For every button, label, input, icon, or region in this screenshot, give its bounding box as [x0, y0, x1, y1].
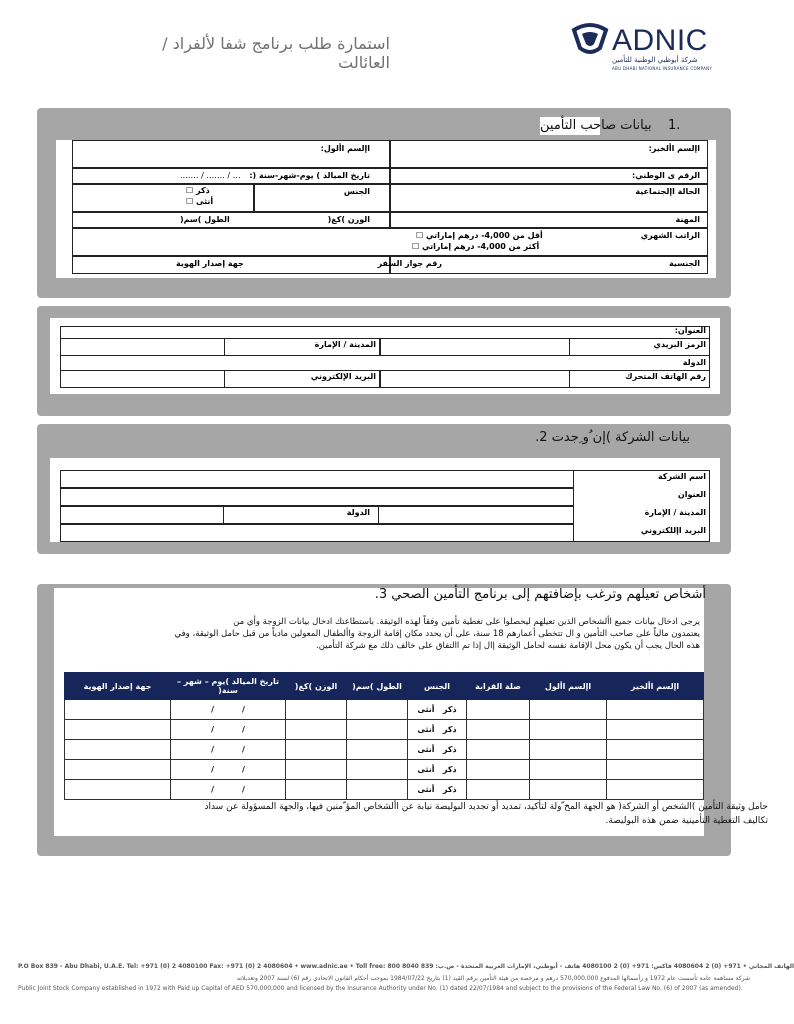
- col-issuer: جهة إصدار الهوية: [65, 673, 171, 700]
- dependent-cell[interactable]: [286, 700, 347, 720]
- company-address-field[interactable]: [60, 488, 574, 506]
- company-city-field[interactable]: [378, 506, 574, 524]
- dependent-cell[interactable]: [286, 720, 347, 740]
- dependent-cell[interactable]: [530, 700, 607, 720]
- gender-female-text: أنثى: [417, 725, 435, 734]
- gender-male-text: ذكر: [442, 785, 457, 794]
- gender-female-text: أنثى: [417, 785, 435, 794]
- section1-number: .1: [668, 118, 681, 133]
- dob-cell[interactable]: [171, 780, 286, 800]
- dob-slash: /: [242, 745, 245, 754]
- gender-cell[interactable]: [408, 740, 467, 760]
- col-gender: الجنس: [408, 673, 467, 700]
- logo-wordmark: ADNIC: [612, 24, 708, 57]
- salary-low-option[interactable]: أقل من 4,000- درهم إماراتي ☐: [416, 231, 543, 240]
- dob-slash: /: [242, 725, 245, 734]
- dependent-cell[interactable]: [347, 740, 408, 760]
- dependent-cell[interactable]: [347, 760, 408, 780]
- dependent-cell[interactable]: [530, 720, 607, 740]
- dependent-cell[interactable]: [530, 780, 607, 800]
- marital-status-label: الحالة اإلجتماعية: [635, 187, 700, 196]
- dependents-table-row: [65, 720, 704, 740]
- city-label: المدينة / الإمارة: [314, 340, 376, 349]
- dob-cell[interactable]: [171, 760, 286, 780]
- gender-cell[interactable]: [408, 700, 467, 720]
- zip-field[interactable]: [380, 338, 570, 356]
- section3-closing-line1: حامل وثيقة التأمين )الشخص أو الشركة( هو الجهة المخ ّولة لتأكيد، تمديد أو تجديد البوليصة نيابة عن األشخاص المؤ ّمنين فيها، والجهة المسؤولة عن سداد: [204, 802, 768, 812]
- dob-slash: /: [211, 705, 214, 714]
- id-number-label: الرقم ى الوطني:: [632, 171, 700, 180]
- address-form: [50, 318, 720, 394]
- dependent-cell[interactable]: [65, 720, 171, 740]
- footer-contact: P.O Box 839 - Abu Dhabi, U.A.E. Tel: +971 (0) 2 4080100 Fax: +971 (0) 2 4080604 • www.adnic.ae • Toll free: 800 8040 الهاتف المجاني • 971+ (0) 2 4080604 فاكس: 971+ (0) 2 4080100 هاتف - أبوظبي، الإمارات العربية المتحدة - ص.ب: 839: [18, 963, 794, 970]
- company-country-label: الدولة: [346, 508, 370, 517]
- gender-cell[interactable]: [408, 720, 467, 740]
- footer-legal-ar: شركة مساهمة عامة تأسست عام 1972 و رأسمالها المدفوع 570,000,000 درهم و مرخصة من هيئة التأمين برقم القيد (1) بتاريخ 1984/07/22 بموجب أحكام القانون الاتحادي رقم (6) لسنة 2007 وتعديلاته: [237, 975, 750, 982]
- dependent-cell[interactable]: [286, 780, 347, 800]
- dependent-cell[interactable]: [65, 740, 171, 760]
- dependent-cell[interactable]: [286, 760, 347, 780]
- dependent-cell[interactable]: [65, 760, 171, 780]
- dependent-cell[interactable]: [467, 740, 530, 760]
- salary-field[interactable]: [72, 228, 708, 256]
- dependents-table: [64, 672, 704, 800]
- company-address-label: العنوان: [677, 490, 706, 499]
- dob-cell[interactable]: [171, 740, 286, 760]
- logo-subtitle-ar: شركة أبوظبي الوطنية للتأمين: [612, 56, 698, 64]
- footer-legal-en: Public Joint Stock Company established in 1972 with Paid up Capital of AED 570,000,000 and licensed by the Insurance Authority under No. (1) dated 22/07/1984 and subject to the provisions of the Federal Law No. (6) of 2007 (as amended).: [18, 985, 743, 992]
- gender-male-text: ذكر: [442, 745, 457, 754]
- dependent-cell[interactable]: [467, 780, 530, 800]
- section3-intro: [60, 616, 700, 652]
- dob-cell[interactable]: [171, 720, 286, 740]
- section3-intro-line2: يعتمدون مالياً على صاحب التأمين و ال تتخطى أعمارهم 18 سنة، على أن يحدد مكان إقامة الزوجة واألطفال المعولين مادياً من قبل حامل الوثيقة، وفي: [174, 629, 700, 639]
- last-name-label: اإلسم األخير:: [648, 144, 700, 153]
- section1-heading: بيانات صاحب التأمين: [540, 118, 652, 133]
- section3-intro-line1: يرجى ادخال بيانات جميع األشخاص الذين تعيلهم ليحصلوا على تغطية تأمين وفقاً لهذه الوثيقة. باستطاعتك ادخال بيانات الزوجة وأي من: [233, 617, 700, 627]
- gender-male-text: ذكر: [442, 765, 457, 774]
- gender-female-text: أنثى: [417, 745, 435, 754]
- gender-cell[interactable]: [408, 780, 467, 800]
- dob-slash: /: [211, 765, 214, 774]
- section2-form: [50, 458, 720, 542]
- adnic-logo: [572, 22, 732, 74]
- company-name-field[interactable]: [60, 470, 574, 488]
- dob-slash: /: [211, 785, 214, 794]
- occupation-field[interactable]: [390, 212, 708, 228]
- company-email-label: البريد اإللكتروني: [640, 526, 706, 535]
- section1-form: [56, 140, 716, 278]
- nationality-label: الجنسية: [668, 259, 700, 268]
- gender-female-text: أنثى: [417, 705, 435, 714]
- col-dob: تاريخ الميالد )يوم – شهر – سنة(: [171, 673, 286, 700]
- gender-cell[interactable]: [408, 760, 467, 780]
- weight-label: الوزن )كغ(: [327, 215, 370, 224]
- col-height: الطول )سم(: [347, 673, 408, 700]
- dob-slash: /: [242, 785, 245, 794]
- dependent-cell[interactable]: [607, 700, 704, 720]
- dependents-table-row: [65, 700, 704, 720]
- gender-female-text: أنثى: [417, 765, 435, 774]
- dob-slash: /: [242, 705, 245, 714]
- dependent-cell[interactable]: [65, 700, 171, 720]
- dependent-cell[interactable]: [65, 780, 171, 800]
- address-title-label: العنوان:: [674, 326, 706, 335]
- section2-heading: بيانات الشركة )إن ُو ِجدت 2.: [535, 430, 690, 445]
- company-country-field[interactable]: [60, 506, 224, 524]
- gender-female-option[interactable]: أنثى ☐: [186, 197, 214, 206]
- dob-placeholder: … / ……. / …….: [180, 171, 241, 180]
- col-weight: الوزن )كغ(: [286, 673, 347, 700]
- section3-closing: [48, 800, 768, 828]
- phone-field[interactable]: [380, 370, 570, 388]
- country-label: الدولة: [682, 358, 706, 367]
- adnic-emblem-icon: [572, 24, 608, 56]
- dependents-table-row: [65, 780, 704, 800]
- section3-heading: أشخاص تعيلهم وترغب بإضافتهم إلى برنامج التأمين الصحي 3.: [374, 587, 706, 602]
- dependent-cell[interactable]: [607, 720, 704, 740]
- logo-subtitle-en: ABU DHABI NATIONAL INSURANCE COMPANY: [612, 66, 713, 71]
- company-email-field[interactable]: [60, 524, 574, 542]
- dob-slash: /: [211, 725, 214, 734]
- dependents-table-row: [65, 740, 704, 760]
- height-label: الطول )سم(: [180, 215, 230, 224]
- gender-male-text: ذكر: [442, 705, 457, 714]
- col-first-name: اإلسم األول: [530, 673, 607, 700]
- dependents-table-body: [65, 700, 704, 800]
- dob-slash: /: [211, 745, 214, 754]
- section3-intro-line3: هذه الحال يجب أن يكون محل الإقامة نفسه لحامل الوثيقة إال إذا تم االتفاق على خالف ذلك مع شركة التأمين.: [316, 641, 700, 651]
- dob-cell[interactable]: [171, 700, 286, 720]
- gender-label: الجنس: [343, 187, 370, 196]
- passport-label: رقم جواز السفر: [377, 259, 442, 268]
- dependent-cell[interactable]: [607, 780, 704, 800]
- gender-field[interactable]: [72, 184, 254, 212]
- dependents-table-header: [65, 673, 704, 700]
- dependent-cell[interactable]: [467, 700, 530, 720]
- col-relation: صلة القرابة: [467, 673, 530, 700]
- gender-male-text: ذكر: [442, 725, 457, 734]
- dob-slash: /: [242, 765, 245, 774]
- company-name-label: اسم الشركة: [657, 472, 706, 481]
- email-label: البريد الإلكتروني: [310, 372, 376, 381]
- dependent-cell[interactable]: [467, 760, 530, 780]
- occupation-label: المهنة: [675, 215, 700, 224]
- issuer-label: جهة إصدار الهوية: [176, 259, 244, 268]
- first-name-label: اإلسم األول:: [320, 144, 370, 153]
- salary-label: الراتب الشهري: [640, 231, 700, 240]
- gender-male-option[interactable]: ذكر ☐: [186, 186, 210, 195]
- dependent-cell[interactable]: [607, 760, 704, 780]
- dob-label: تاريخ الميالد ) يوم-شهر-سنة (:: [249, 171, 370, 180]
- dependent-cell[interactable]: [530, 760, 607, 780]
- dependent-cell[interactable]: [467, 720, 530, 740]
- section3-closing-line2: تكاليف التغطية التأمينية ضمن هذه البوليصة.: [605, 816, 768, 826]
- zip-label: الرمز البريدي: [653, 340, 706, 349]
- dependents-table-row: [65, 760, 704, 780]
- form-title: استمارة طلب برنامج شفا لألفراد / العائالت: [162, 34, 390, 72]
- dependent-cell[interactable]: [347, 720, 408, 740]
- company-city-label: المدينة / الإمارة: [644, 508, 706, 517]
- dependent-cell[interactable]: [347, 700, 408, 720]
- salary-high-option[interactable]: أكثر من 4,000- درهم إماراتي ☐: [412, 242, 540, 251]
- dependent-cell[interactable]: [530, 740, 607, 760]
- dependent-cell[interactable]: [347, 780, 408, 800]
- dependent-cell[interactable]: [286, 740, 347, 760]
- phone-label: رقم الهاتف المتحرك: [625, 372, 706, 381]
- dependent-cell[interactable]: [607, 740, 704, 760]
- col-last-name: اإلسم األخير: [607, 673, 704, 700]
